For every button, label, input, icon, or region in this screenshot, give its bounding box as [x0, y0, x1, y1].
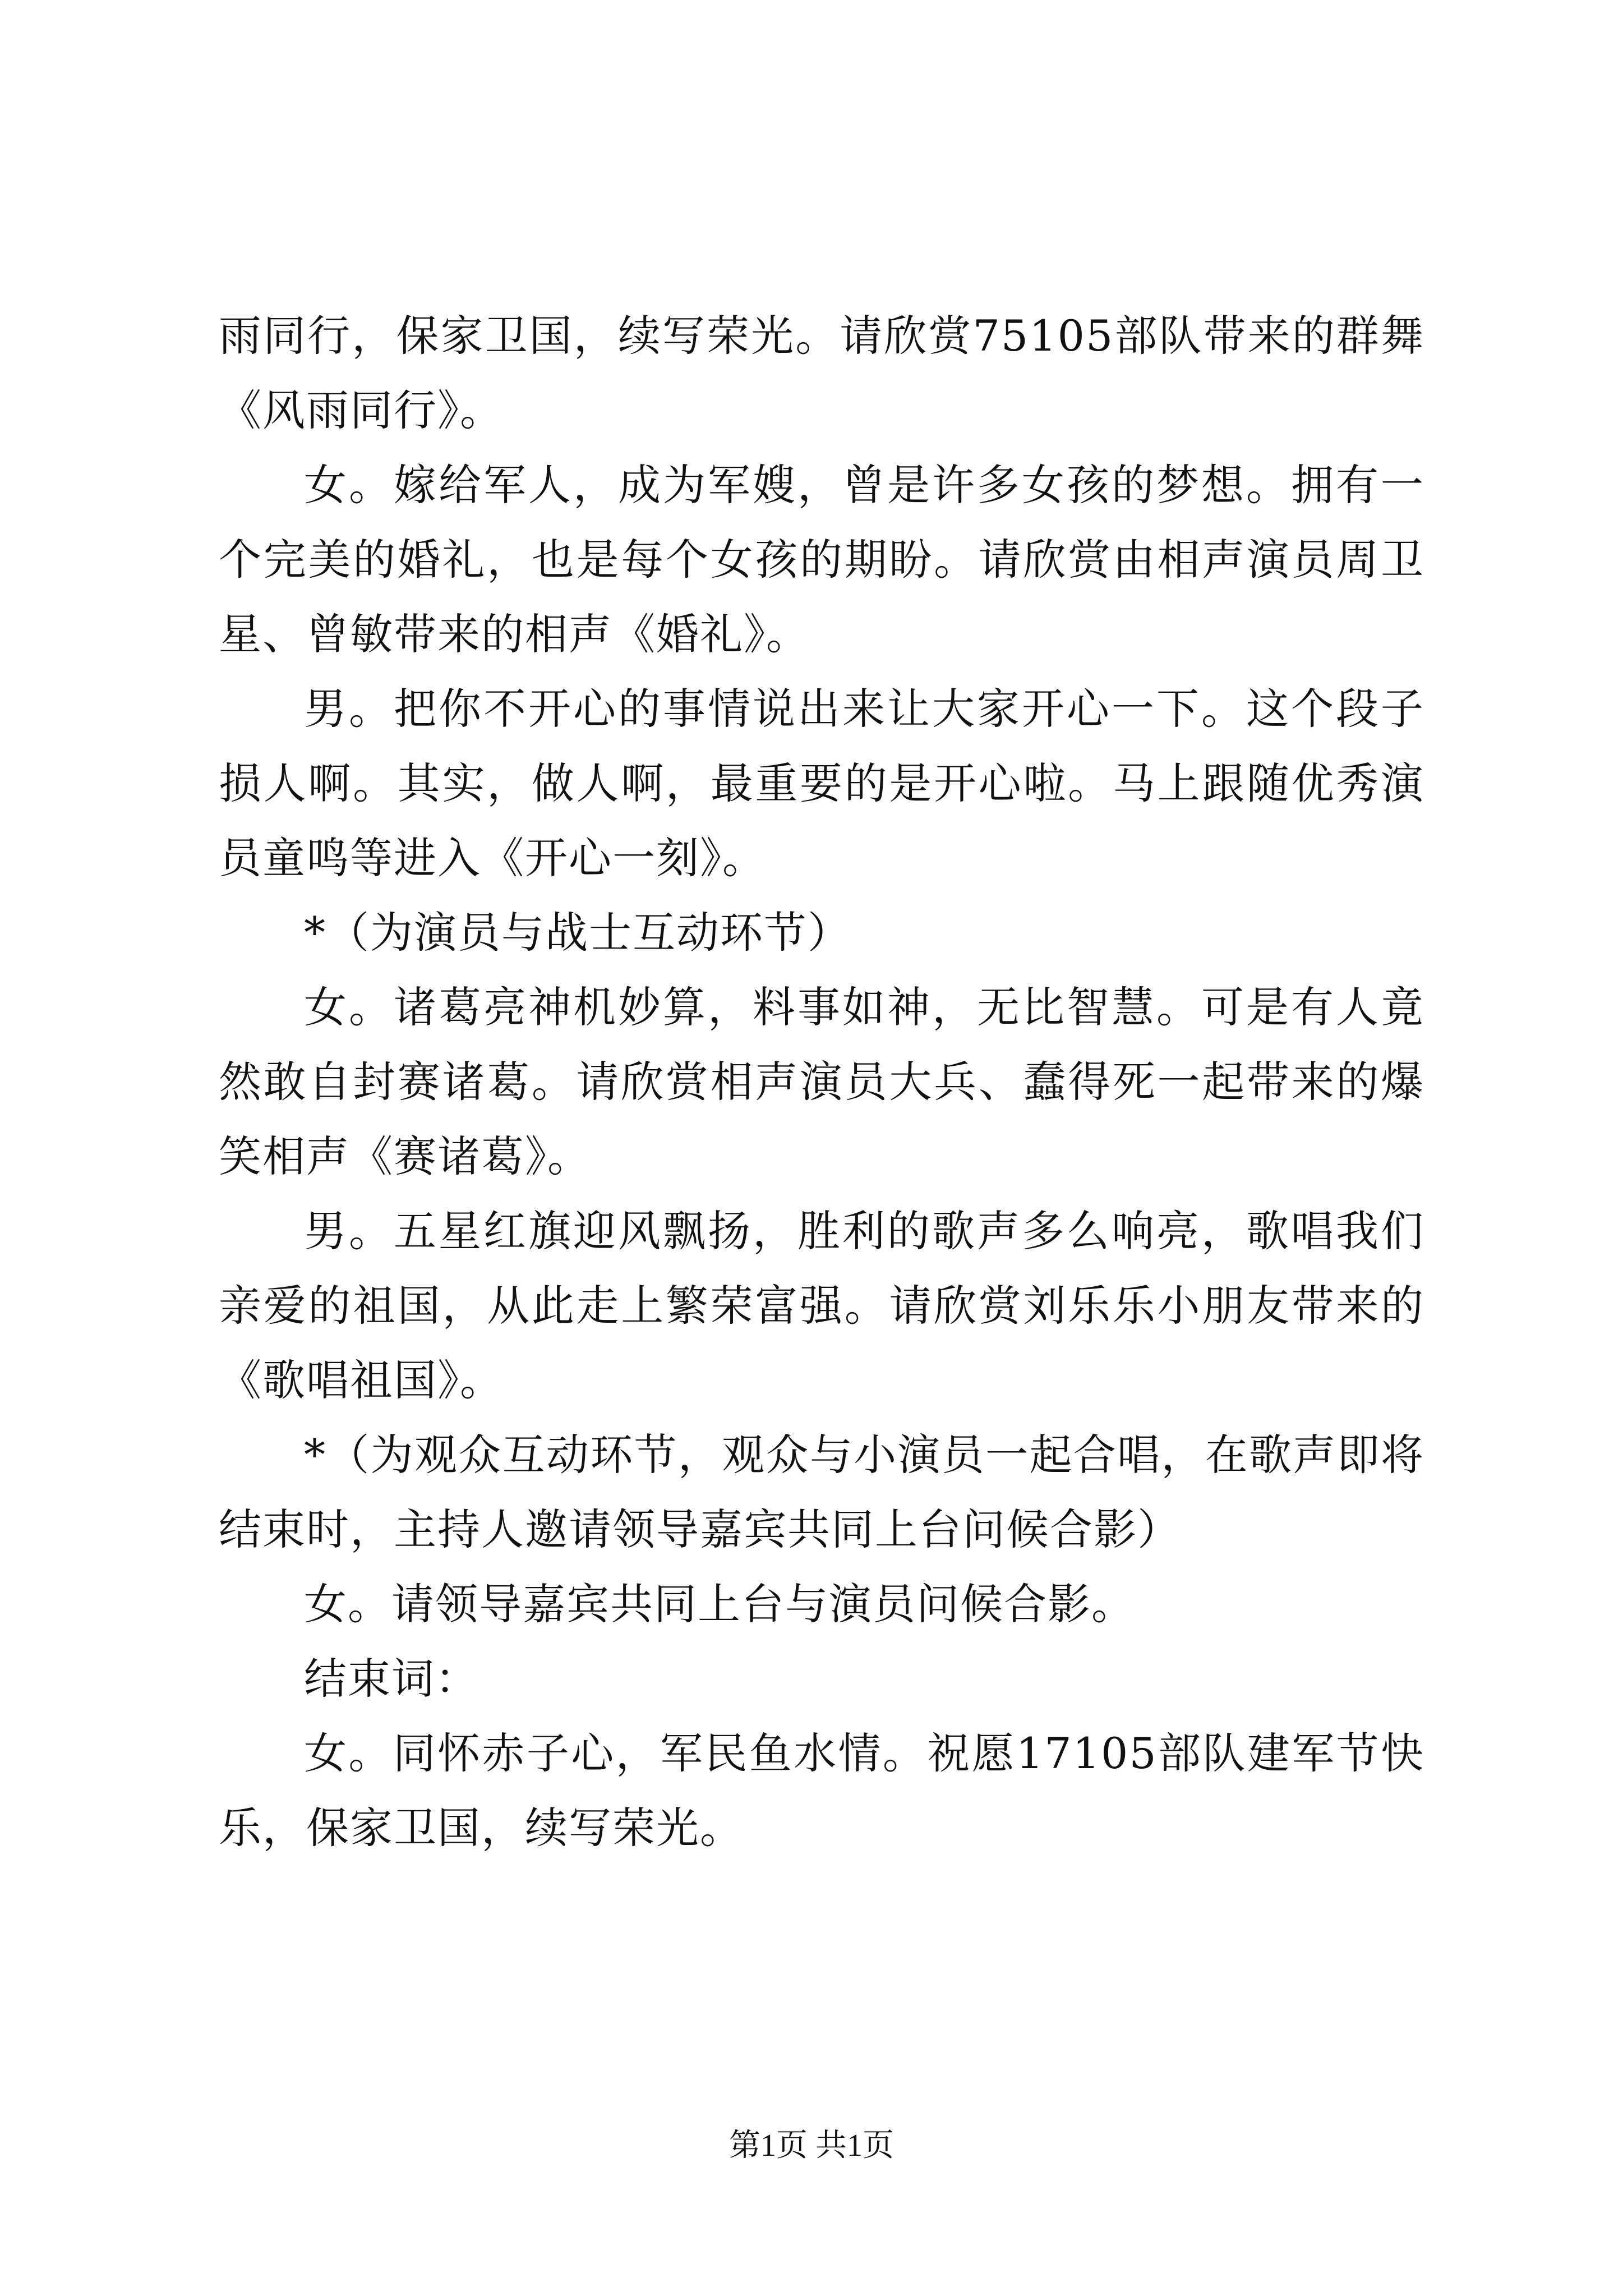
paragraph-wedding: 女。嫁给军人，成为军嫂，曾是许多女孩的梦想。拥有一个完美的婚礼，也是每个女孩的期盼。请欣赏由相声演员周卫星、曾敏带来的相声《婚礼》。: [219, 460, 1424, 659]
paragraph-zhuge: 女。诸葛亮神机妙算，料事如神，无比智慧。可是有人竟然敢自封赛诸葛。请欣赏相声演员大兵、蠢得死一起带来的爆笑相声《赛诸葛》。: [219, 982, 1424, 1181]
paragraph-motherland: 男。五星红旗迎风飘扬，胜利的歌声多么响亮，歌唱我们亲爱的祖国，从此走上繁荣富强。请欣赏刘乐乐小朋友带来的《歌唱祖国》。: [219, 1206, 1424, 1405]
paragraph-closing: 女。同怀赤子心，军民鱼水情。祝愿17105部队建军节快乐，保家卫国，续写荣光。: [219, 1728, 1424, 1853]
closing-heading: 结束词：: [304, 1654, 479, 1704]
paragraph-continuation: 雨同行，保家卫国，续写荣光。请欣赏75105部队带来的群舞《风雨同行》。: [219, 311, 1424, 435]
stage-note-interaction: *（为演员与战士互动环节）: [304, 908, 851, 958]
paragraph-happy-moment: 男。把你不开心的事情说出来让大家开心一下。这个段子损人啊。其实，做人啊，最重要的是开心啦。马上跟随优秀演员童鸣等进入《开心一刻》。: [219, 684, 1424, 883]
stage-note-audience: *（为观众互动环节，观众与小演员一起合唱，在歌声即将结束时，主持人邀请领导嘉宾共同上台问候合影）: [219, 1430, 1424, 1554]
page-footer: 第1页 共1页: [729, 2128, 894, 2163]
paragraph-group-photo: 女。请领导嘉宾共同上台与演员问候合影。: [304, 1579, 1135, 1629]
document-body: [219, 298, 1424, 1865]
